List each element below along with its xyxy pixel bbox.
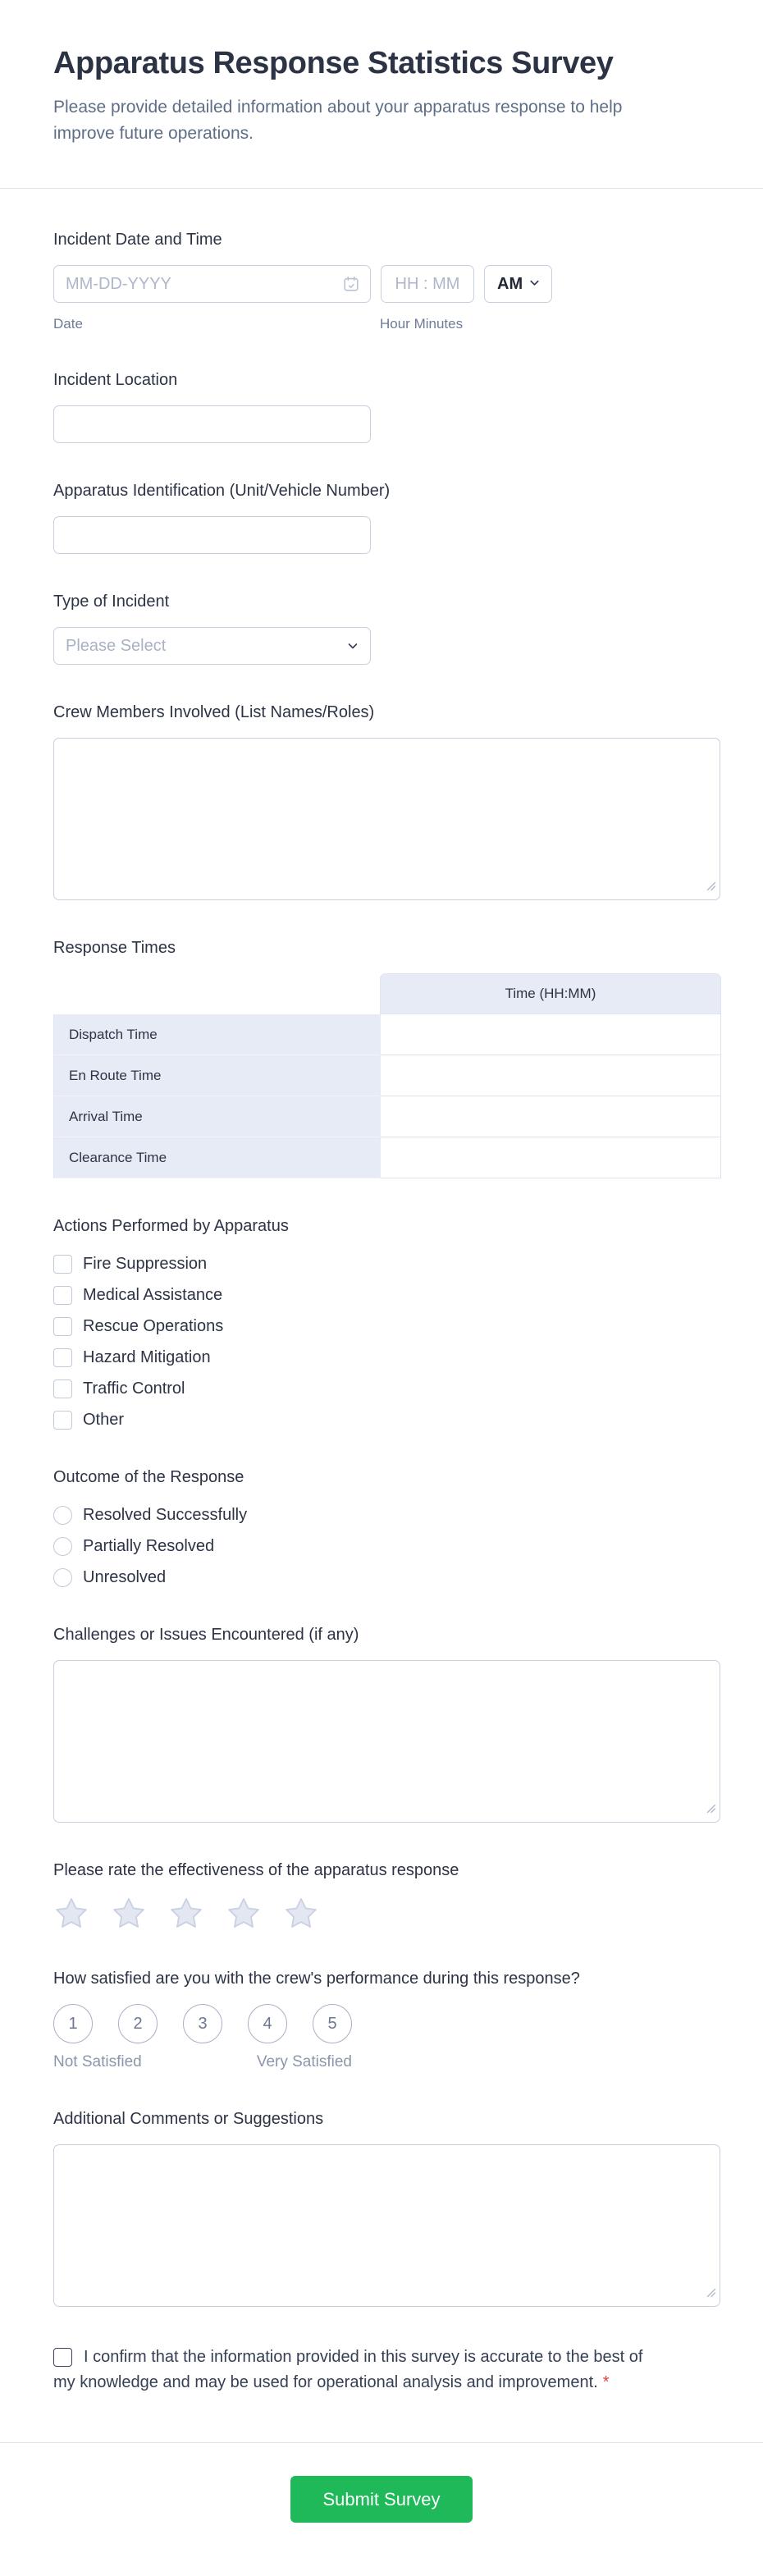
matrix-row-label: Arrival Time <box>53 1096 380 1137</box>
checkbox-option[interactable] <box>53 1348 721 1367</box>
star-icon[interactable] <box>226 1896 262 1931</box>
matrix-cell[interactable] <box>380 1137 721 1178</box>
radio-label: Resolved Successfully <box>83 1506 248 1524</box>
question-label: How satisfied are you with the crew's performance during this response? <box>53 1970 580 1988</box>
star-icon[interactable] <box>168 1896 204 1931</box>
page-subtitle: Please provide detailed information about your apparatus response to help improve future operations. <box>53 98 623 143</box>
matrix-row-label: Dispatch Time <box>53 1014 380 1055</box>
checkbox-option[interactable] <box>53 1380 721 1398</box>
question-label: Response Times <box>53 939 176 957</box>
challenges-textarea-wrap <box>53 1660 720 1823</box>
question-star-rating <box>53 1860 721 1931</box>
scale-option[interactable]: 1 <box>53 2004 93 2043</box>
comments-textarea-wrap <box>53 2144 720 2307</box>
ampm-value: AM <box>497 274 523 293</box>
star-icon[interactable] <box>111 1896 147 1931</box>
scale-option[interactable]: 4 <box>248 2004 287 2043</box>
table-row <box>53 1137 721 1178</box>
matrix-row-label: En Route Time <box>53 1055 380 1096</box>
question-response-times <box>53 938 721 1178</box>
question-label: Incident Location <box>53 371 178 389</box>
time-sublabel: Hour Minutes <box>380 316 464 332</box>
question-apparatus-id <box>53 481 721 554</box>
checkbox-option[interactable] <box>53 1286 721 1305</box>
checkbox-option[interactable] <box>53 1255 721 1274</box>
incident-type-select[interactable] <box>53 627 371 665</box>
checkbox-label: Traffic Control <box>83 1380 185 1398</box>
datetime-sublabels <box>53 316 721 332</box>
checkbox[interactable] <box>53 1380 72 1398</box>
question-actions-performed <box>53 1216 721 1430</box>
matrix-row-label: Clearance Time <box>53 1137 380 1178</box>
checkbox-label: Rescue Operations <box>83 1317 224 1335</box>
crew-members-textarea[interactable] <box>53 738 720 900</box>
question-label: Actions Performed by Apparatus <box>53 1217 289 1235</box>
star-icon[interactable] <box>283 1896 319 1931</box>
checkbox[interactable] <box>53 1411 72 1430</box>
outcome-radio-group <box>53 1506 721 1587</box>
scale-min-label: Not Satisfied <box>53 2053 142 2070</box>
time-input[interactable] <box>381 265 474 303</box>
actions-checkbox-group <box>53 1255 721 1430</box>
matrix-cell[interactable] <box>380 1055 721 1096</box>
radio-label: Unresolved <box>83 1568 167 1586</box>
radio-button[interactable] <box>53 1506 72 1525</box>
matrix-column-header: Time (HH:MM) <box>380 973 721 1014</box>
form-footer <box>0 2443 763 2565</box>
question-challenges <box>53 1625 721 1823</box>
checkbox-option[interactable] <box>53 1411 721 1430</box>
incident-location-input[interactable] <box>53 405 371 443</box>
confirmation-checkbox[interactable] <box>53 2348 72 2367</box>
ampm-select[interactable] <box>484 265 552 303</box>
form-header <box>0 0 763 188</box>
checkbox[interactable] <box>53 1286 72 1305</box>
question-label: Please rate the effectiveness of the apparatus response <box>53 1861 459 1879</box>
star-icon[interactable] <box>53 1896 89 1931</box>
matrix-cell-input[interactable] <box>381 1014 720 1055</box>
question-crew-members <box>53 702 721 900</box>
matrix-cell[interactable] <box>380 1096 721 1137</box>
chevron-down-icon <box>528 275 541 294</box>
question-label: Outcome of the Response <box>53 1468 244 1486</box>
radio-button[interactable] <box>53 1537 72 1556</box>
scale-option[interactable]: 5 <box>313 2004 352 2043</box>
question-label: Type of Incident <box>53 593 170 611</box>
scale-option[interactable]: 2 <box>118 2004 158 2043</box>
date-input[interactable] <box>53 265 371 303</box>
submit-survey-button[interactable]: Submit Survey <box>290 2476 473 2523</box>
datetime-row <box>53 265 721 303</box>
challenges-textarea[interactable] <box>53 1660 720 1823</box>
comments-textarea[interactable] <box>53 2144 720 2307</box>
matrix-cell-input[interactable] <box>381 1055 720 1096</box>
confirmation-row[interactable] <box>53 2345 662 2395</box>
question-confirmation <box>53 2345 721 2395</box>
radio-label: Partially Resolved <box>83 1537 215 1555</box>
checkbox-option[interactable] <box>53 1317 721 1336</box>
matrix-rows <box>53 1014 721 1178</box>
radio-option[interactable] <box>53 1537 721 1556</box>
question-label: Additional Comments or Suggestions <box>53 2110 324 2128</box>
incident-type-select-wrap <box>53 627 371 665</box>
question-label: Apparatus Identification (Unit/Vehicle Number) <box>53 482 391 500</box>
radio-button[interactable] <box>53 1568 72 1587</box>
confirmation-label: I confirm that the information provided in this survey is accurate to the best of my knowledge and may be used for operational analysis and improvement. <box>53 2348 643 2391</box>
matrix-cell-input[interactable] <box>381 1096 720 1137</box>
scale-rating-widget <box>53 2004 721 2043</box>
matrix-cell[interactable] <box>380 1014 721 1055</box>
date-input-wrap <box>53 265 371 303</box>
question-additional-comments <box>53 2109 721 2307</box>
question-outcome <box>53 1467 721 1587</box>
form-body <box>0 189 763 2395</box>
table-row <box>53 1096 721 1137</box>
radio-option[interactable] <box>53 1506 721 1525</box>
checkbox-label: Medical Assistance <box>83 1286 223 1304</box>
question-label: Challenges or Issues Encountered (if any) <box>53 1626 359 1644</box>
matrix-cell-input[interactable] <box>381 1137 720 1178</box>
select-placeholder: Please Select <box>66 636 167 655</box>
response-times-table <box>53 973 721 1178</box>
checkbox[interactable] <box>53 1348 72 1367</box>
question-label: Incident Date and Time <box>53 231 222 249</box>
radio-option[interactable] <box>53 1568 721 1587</box>
table-row <box>53 1014 721 1055</box>
question-incident-datetime <box>53 230 721 332</box>
matrix-corner-cell <box>53 973 380 1014</box>
question-incident-type <box>53 592 721 665</box>
star-rating-widget <box>53 1896 721 1931</box>
page-title: Apparatus Response Statistics Survey <box>53 46 614 80</box>
question-satisfaction-scale <box>53 1969 721 2071</box>
date-sublabel: Date <box>53 316 83 332</box>
question-label: Crew Members Involved (List Names/Roles) <box>53 703 375 721</box>
checkbox-label: Other <box>83 1411 125 1429</box>
crew-textarea-wrap <box>53 738 720 900</box>
checkbox[interactable] <box>53 1317 72 1336</box>
scale-max-label: Very Satisfied <box>256 2053 352 2070</box>
question-incident-location <box>53 370 721 443</box>
checkbox[interactable] <box>53 1255 72 1274</box>
required-asterisk: * <box>602 2373 610 2391</box>
apparatus-id-input[interactable] <box>53 516 371 554</box>
checkbox-label: Hazard Mitigation <box>83 1348 211 1366</box>
checkbox-label: Fire Suppression <box>83 1255 208 1273</box>
table-row <box>53 1055 721 1096</box>
scale-option[interactable]: 3 <box>183 2004 222 2043</box>
scale-end-labels <box>53 2053 352 2071</box>
